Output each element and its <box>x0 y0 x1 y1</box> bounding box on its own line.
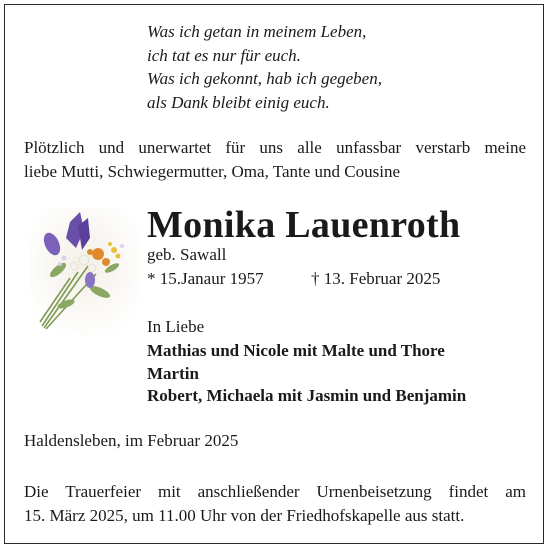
funeral-service-info <box>24 480 526 528</box>
life-dates <box>147 268 441 290</box>
service-line: 15. März 2025, um 11.00 Uhr von der Friedhofskapelle aus statt. <box>24 506 465 525</box>
flower-bouquet-image <box>30 208 140 336</box>
mourners-list <box>147 340 466 408</box>
poem-line: ich tat es nur für euch. <box>147 45 301 65</box>
birth-date: * 15.Janaur 1957 <box>147 269 264 288</box>
poem <box>147 20 382 114</box>
place-and-date: Haldensleben, im Februar 2025 <box>24 431 239 450</box>
mourner-line: Mathias und Nicole mit Malte und Thore <box>147 341 445 360</box>
deceased-name: Monika Lauenroth <box>147 204 461 246</box>
service-line: Die Trauerfeier mit anschließender Urnenbeisetzung findet am <box>24 482 526 501</box>
poem-line: Was ich gekonnt, hab ich gegeben, <box>147 69 382 88</box>
mourner-line: Robert, Michaela mit Jasmin und Benjamin <box>147 386 467 405</box>
poem-line: Was ich getan in meinem Leben, <box>147 22 367 41</box>
mourner-line: Martin <box>147 363 199 383</box>
death-date: † 13. Februar 2025 <box>311 269 441 288</box>
intro-text <box>24 136 526 184</box>
mourners-intro: In Liebe <box>147 317 205 336</box>
poem-line: als Dank bleibt einig euch. <box>147 92 330 112</box>
intro-line: Plötzlich und unerwartet für uns alle unfassbar verstarb meine <box>24 138 526 157</box>
intro-line: liebe Mutti, Schwiegermutter, Oma, Tante und Cousine <box>24 162 400 181</box>
birth-name: geb. Sawall <box>147 245 227 264</box>
